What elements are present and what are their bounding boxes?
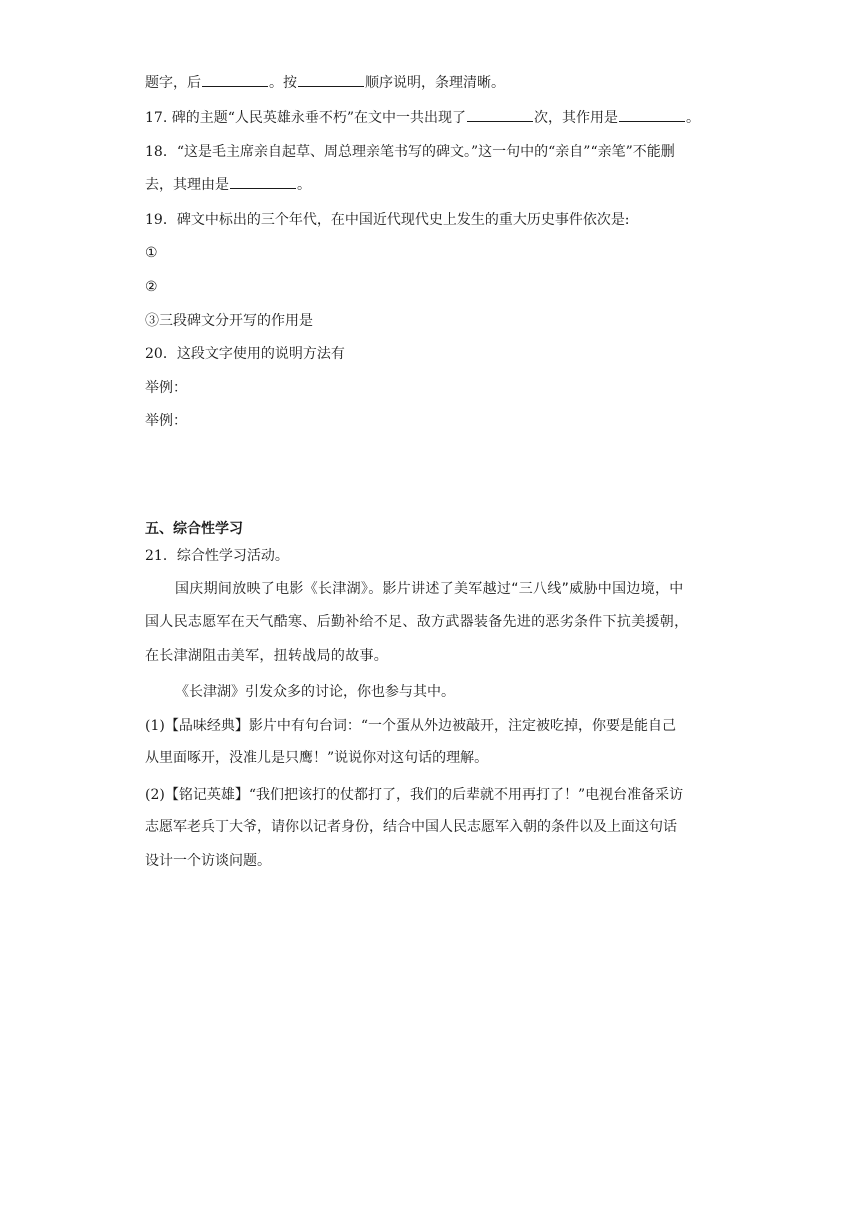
question-19-stem: 19．碑文中标出的三个年代，在中国近代现代史上发生的重大历史事件依次是: [145,212,630,228]
q18-text-a: 去，其理由是 [145,177,229,193]
answer-blank[interactable] [619,107,685,122]
passage-paragraph-2: 《长津湖》引发众多的讨论，你也参与其中。 [175,684,455,700]
q16-text-a: 题字，后 [145,75,201,91]
question-18-line2 [145,174,311,195]
passage-line: 国庆期间放映了电影《长津湖》。影片讲述了美军越过“三八线”威胁中国边境，中 [175,581,684,597]
q18-text-b: 。 [297,177,311,193]
sub-question-1-line2: 从里面啄开，没准儿是只鹰！”说说你对这句话的理解。 [145,750,489,766]
sub-question-2-line1: (2)【铭记英雄】“我们把该打的仗都打了，我们的后辈就不用再打了！”电视台准备采访 [145,787,684,803]
question-21-stem: 21．综合性学习活动。 [145,548,289,564]
sub-question-2-line3: 设计一个访谈问题。 [145,853,271,869]
sub-question-1-line1: (1)【品味经典】影片中有句台词：“一个蛋从外边被敲开，注定被吃掉，你要是能自己 [145,718,676,734]
q16-tail-line [145,72,505,93]
q17-text-c: 。 [686,110,701,126]
q16-text-b: 。按 [269,75,297,91]
answer-blank[interactable] [202,72,268,87]
answer-blank[interactable] [230,174,296,189]
answer-blank[interactable] [298,72,364,87]
q19-item-3: ③三段碑文分开写的作用是 [145,313,313,329]
passage-line: 在长津湖阻击美军，扭转战局的故事。 [145,648,389,664]
passage-line: 国人民志愿军在天气酷寒、后勤补给不足、敌方武器装备先进的恶劣条件下抗美援朝， [145,614,689,630]
q17-text-b: 次，其作用是 [534,110,619,126]
q19-item-1: ① [145,245,158,261]
question-17 [145,107,700,128]
question-20-stem: 20．这段文字使用的说明方法有 [145,346,345,362]
q16-text-c: 顺序说明，条理清晰。 [365,75,505,91]
q20-example-2: 举例： [145,413,187,429]
q20-example-1: 举例： [145,380,187,396]
section-title: 五、综合性学习 [145,521,243,537]
q17-text-a: 17. 碑的主题“人民英雄永垂不朽”在文中一共出现了 [145,110,467,126]
sub-question-2-line2: 志愿军老兵丁大爷，请你以记者身份，结合中国人民志愿军入朝的条件以及上面这句话 [145,819,677,835]
question-18-line1: 18．“这是毛主席亲自起草、周总理亲笔书写的碑文。”这一句中的“亲自”“亲笔”不能删 [145,144,675,160]
q19-item-2: ② [145,279,158,295]
answer-blank[interactable] [467,107,533,122]
